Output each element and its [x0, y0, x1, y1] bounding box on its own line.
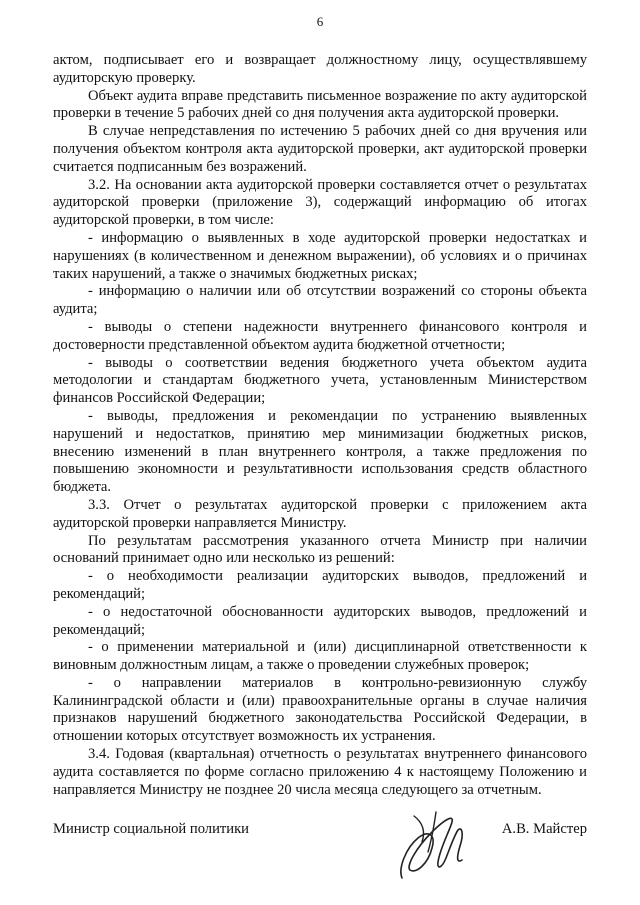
- list-item: - выводы, предложения и рекомендации по устранению выявленных нарушений и недостатков, принятию мер минимизации бюджетных рисков, внесению изменений в план внутреннего контроля, а также предложения по повышению экономности и результативности использования средств областного бюджета.: [53, 407, 587, 496]
- list-item: - выводы о степени надежности внутреннего финансового контроля и достоверности представленной объектом аудита бюджетной отчетности;: [53, 318, 587, 353]
- paragraph: В случае непредставления по истечению 5 рабочих дней со дня вручения или получения объектом контроля акта аудиторской проверки, акт аудиторской проверки считается подписанным без возражений.: [53, 123, 587, 175]
- list-item: - о направлении материалов в контрольно-ревизионную службу Калининградской области и (или) правоохранительные органы в случае наличия признаков нарушений бюджетного законодательства Российской Федерации, в отношении которых отсутствует возможность их устранения.: [53, 674, 587, 745]
- paragraph: По результатам рассмотрения указанного отчета Министр при наличии оснований принимает одно или несколько из решений:: [53, 532, 587, 567]
- signatory-name: А.В. Майстер: [501, 821, 587, 837]
- handwritten-signature-icon: [392, 808, 476, 884]
- paragraph: Объект аудита вправе представить письменное возражение по акту аудиторской проверки в течение 5 рабочих дней со дня получения акта аудиторской проверки.: [53, 87, 587, 122]
- list-item: - выводы о соответствии ведения бюджетного учета объектом аудита методологии и стандартам бюджетного учета, установленным Министерством финансов Российской Федерации;: [53, 354, 587, 407]
- signatory-position: Министр социальной политики: [53, 821, 249, 837]
- paragraph: 3.3. Отчет о результатах аудиторской проверки с приложением акта аудиторской проверки направляется Министру.: [53, 496, 587, 531]
- document-body: [53, 52, 587, 799]
- list-item: - о необходимости реализации аудиторских выводов, предложений и рекомендаций;: [53, 568, 587, 602]
- list-item: - о применении материальной и (или) дисциплинарной ответственности к виновным должностным лицам, а также о проведении служебных проверок;: [53, 639, 587, 674]
- list-item: - информацию о наличии или об отсутствии возражений со стороны объекта аудита;: [53, 283, 587, 318]
- list-item: - информацию о выявленных в ходе аудиторской проверки недостатках и нарушениях (в количественном и денежном выражении), об условиях и о причинах таких нарушений, а также о значимых бюджетных рисках;: [53, 229, 587, 282]
- paragraph: 3.2. На основании акта аудиторской проверки составляется отчет о результатах аудиторской проверки (приложение 3), содержащий информацию об итогах аудиторской проверки, в том числе:: [53, 176, 587, 229]
- paragraph: актом, подписывает его и возвращает должностному лицу, осуществлявшему аудиторскую проверку.: [53, 52, 587, 86]
- paragraph: 3.4. Годовая (квартальная) отчетность о результатах внутреннего финансового аудита составляется по форме согласно приложению 4 к настоящему Положению и направляется Министру не позднее 20 числа месяца следующего за отчетным.: [53, 746, 587, 798]
- list-item: - о недостаточной обоснованности аудиторских выводов, предложений и рекомендаций;: [53, 603, 587, 638]
- page-number: 6: [316, 14, 324, 29]
